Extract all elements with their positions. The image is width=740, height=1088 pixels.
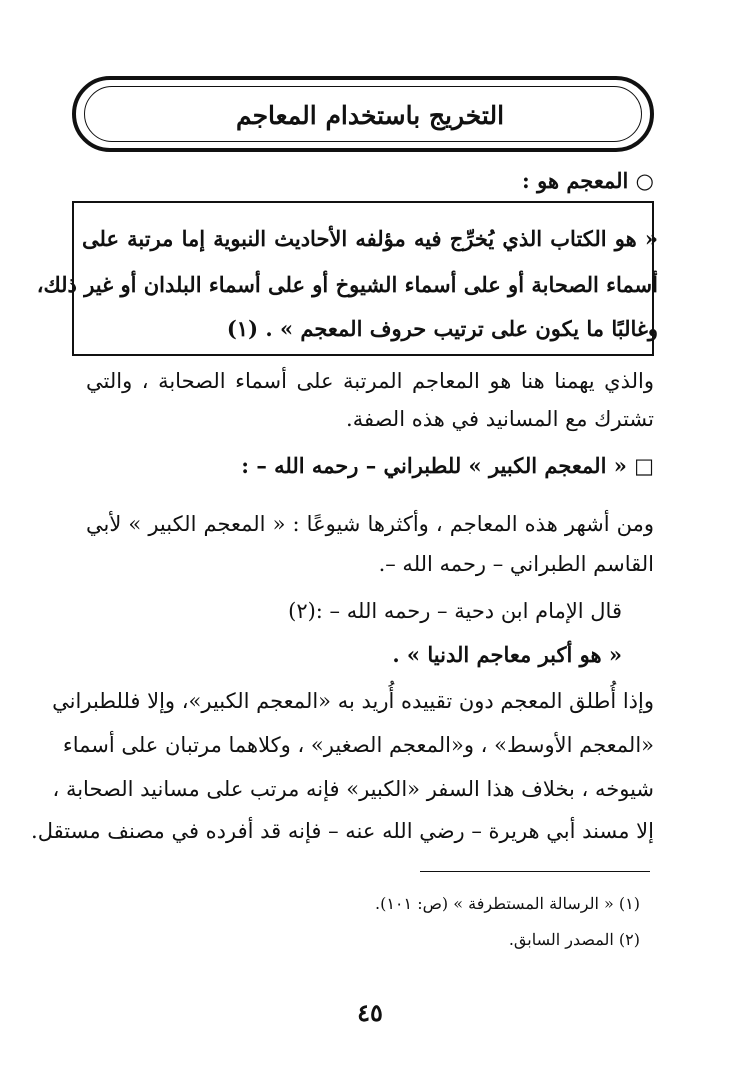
page-title: التخريج باستخدام المعاجم: [235, 101, 505, 130]
definition-line-1: « هو الكتاب الذي يُخرِّج فيه مؤلفه الأحاديث النبوية إما مرتبة على: [82, 226, 658, 251]
paragraph-3-line-2: «المعجم الأوسط» ، و«المعجم الصغير» ، وكلاهما مرتبان على أسماء: [62, 733, 654, 757]
quote-intro: قال الإمام ابن دحية – رحمه الله – :(٢): [288, 599, 622, 623]
paragraph-3-line-4: إلا مسند أبي هريرة – رضي الله عنه – فإنه قد أفرده في مصنف مستقل.: [31, 819, 654, 843]
footnote-1: (١) « الرسالة المستطرفة » (ص: ١٠١).: [375, 894, 640, 913]
section-heading-definition: ○ المعجم هو :: [522, 168, 654, 193]
quote-text: « هو أكبر معاجم الدنيا » .: [392, 642, 622, 667]
paragraph-1-line-2: تشترك مع المسانيد في هذه الصفة.: [346, 407, 654, 431]
footnote-2: (٢) المصدر السابق.: [508, 930, 640, 949]
paragraph-2-line-1: ومن أشهر هذه المعاجم ، وأكثرها شيوعًا : « المعجم الكبير » لأبي: [86, 512, 654, 536]
paragraph-1-line-1: والذي يهمنا هنا هو المعاجم المرتبة على أسماء الصحابة ، والتي: [86, 369, 654, 393]
definition-line-3: وغالبًا ما يكون على ترتيب حروف المعجم » . (١): [226, 316, 658, 341]
paragraph-3-line-1: وإذا أُطلق المعجم دون تقييده أُريد به «المعجم الكبير»، وإلا فللطبراني: [52, 689, 654, 713]
paragraph-2-line-2: القاسم الطبراني – رحمه الله –.: [378, 552, 654, 576]
definition-line-2: أسماء الصحابة أو على أسماء الشيوخ أو على أسماء البلدان أو غير ذلك،: [36, 272, 658, 297]
section-heading-kabir: □ « المعجم الكبير » للطبراني – رحمه الله – :: [241, 453, 654, 478]
footnote-separator: [420, 871, 650, 872]
paragraph-3-line-3: شيوخه ، بخلاف هذا السفر «الكبير» فإنه مرتب على مسانيد الصحابة ،: [52, 777, 654, 801]
page-number: ٤٥: [357, 998, 383, 1027]
